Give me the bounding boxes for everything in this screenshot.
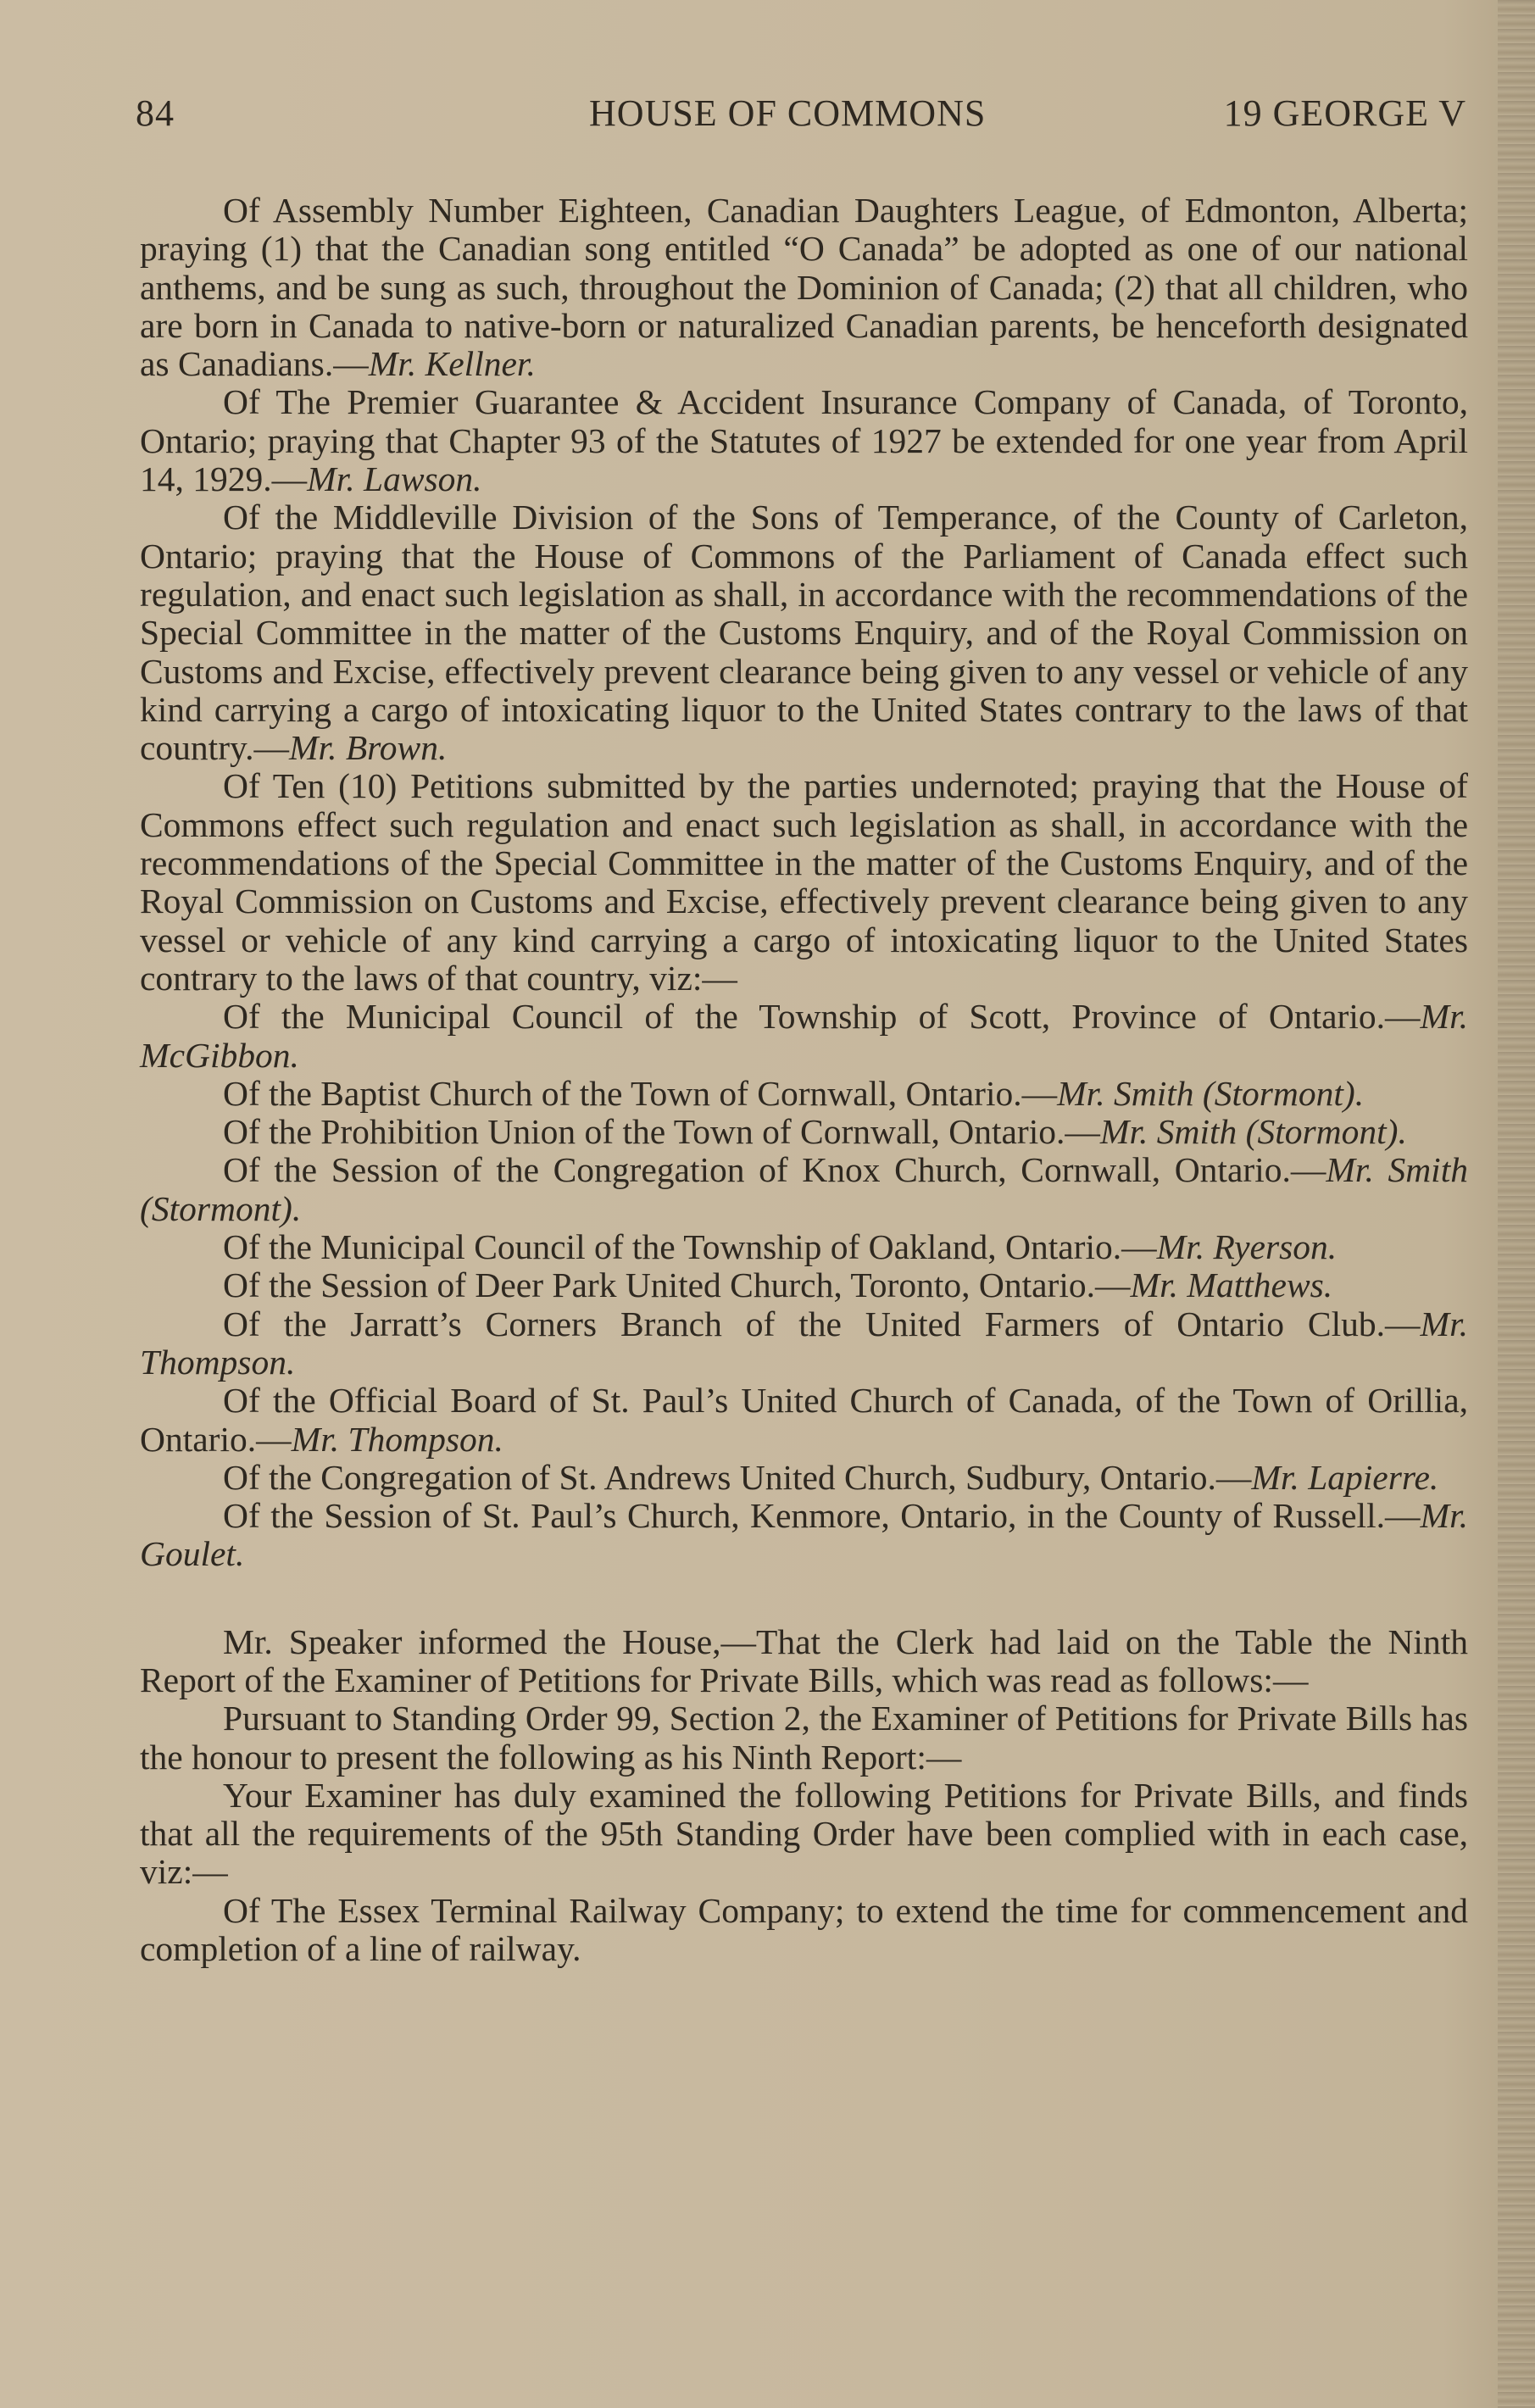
petition-paragraph: Of the Session of Deer Park United Church, Toronto, Ontario.—Mr. Matthews. xyxy=(223,1265,1333,1305)
petition-paragraph: Of the Congregation of St. Andrews United Church, Sudbury, Ontario.—Mr. Lapierre. xyxy=(223,1457,1439,1497)
member-name: Mr. Ryerson. xyxy=(1156,1227,1338,1267)
member-name: Mr. McGibbon. xyxy=(140,997,1468,1075)
petition-paragraph: Of Ten (10) Petitions submitted by the parties undernoted; praying that the House of Commons effect such regulation and enact such legislation as shall, in accordance with the recommendations of the Special Committee in the matter of the Customs Enquiry, and of the Royal Commission on Customs and Excise, effectively prevent clearance being given to any vessel or vehicle of any kind carrying a cargo of intoxicating liquor to the United States contrary to the laws of that country, viz:— xyxy=(140,766,1468,998)
petition-paragraph: Of Assembly Number Eighteen, Canadian Daughters League, of Edmonton, Alberta; praying (1) that the Canadian song entitled “O Canada” be adopted as one of our national anthems, and be sung as such, throughout the Dominion of Canada; (2) that all children, who are born in Canada to native-born or naturalized Canadian parents, be henceforth designated as Canadians.—Mr. Kellner. xyxy=(140,191,1468,384)
petition-paragraph: Of the Session of St. Paul’s Church, Kenmore, Ontario, in the County of Russell.—Mr. Goulet. xyxy=(140,1496,1468,1574)
petition-paragraph: Of the Baptist Church of the Town of Cornwall, Ontario.—Mr. Smith (Stormont). xyxy=(223,1073,1365,1113)
member-name: Mr. Brown. xyxy=(288,728,448,768)
member-name: Mr. Smith (Stormont). xyxy=(1099,1112,1407,1152)
report-paragraph: Your Examiner has duly examined the following Petitions for Private Bills, and finds that all the requirements of the 95th Standing Order have been complied with in each case, viz:— xyxy=(140,1775,1468,1892)
body-text xyxy=(140,192,1468,1968)
petition-paragraph: Of the Jarratt’s Corners Branch of the United Farmers of Ontario Club.—Mr. Thompson. xyxy=(140,1304,1468,1382)
member-name: Mr. Lawson. xyxy=(307,459,482,499)
section-gap xyxy=(140,1574,1468,1623)
petition-paragraph: Of the Middleville Division of the Sons of Temperance, of the County of Carleton, Ontario; praying that the House of Commons of the Parliament of Canada effect such regulation, and enact such legislation as shall, in accordance with the recommendations of the Special Committee in the matter of the Customs Enquiry, and of the Royal Commission on Customs and Excise, effectively prevent clearance being given to any vessel or vehicle of any kind carrying a cargo of intoxicating liquor to the United States contrary to the laws of that country.—Mr. Brown. xyxy=(140,498,1468,768)
report-paragraph: Of The Essex Terminal Railway Company; to extend the time for commencement and completion of a line of railway. xyxy=(140,1890,1468,1969)
running-header xyxy=(136,92,1466,142)
page-edge xyxy=(1498,0,1535,2408)
petition-paragraph: Of the Prohibition Union of the Town of Cornwall, Ontario.—Mr. Smith (Stormont). xyxy=(223,1112,1407,1152)
member-name: Mr. Thompson. xyxy=(291,1419,503,1459)
report-paragraph: Mr. Speaker informed the House,—That the Clerk had laid on the Table the Ninth Report of the Examiner of Petitions for Private Bills, which was read as follows:— xyxy=(140,1621,1468,1699)
petition-paragraph: Of the Municipal Council of the Township of Scott, Province of Ontario.—Mr. McGibbon. xyxy=(140,997,1468,1075)
member-name: Mr. Goulet. xyxy=(140,1496,1468,1574)
running-title: HOUSE OF COMMONS xyxy=(589,92,987,134)
report-paragraph: Pursuant to Standing Order 99, Section 2, the Examiner of Petitions for Private Bills has the honour to present the following as his Ninth Report:— xyxy=(140,1699,1468,1777)
member-name: Mr. Kellner. xyxy=(368,344,536,384)
petition-paragraph: Of The Premier Guarantee & Accident Insurance Company of Canada, of Toronto, Ontario; praying that Chapter 93 of the Statutes of 1927 be extended for one year from April 14, 1929.—Mr. Lawson. xyxy=(140,382,1468,499)
member-name: Mr. Smith (Stormont). xyxy=(1057,1073,1365,1113)
member-name: Mr. Lapierre. xyxy=(1251,1457,1439,1497)
page-number: 84 xyxy=(136,92,175,134)
member-name: Mr. Smith (Stormont). xyxy=(140,1150,1468,1228)
member-name: Mr. Matthews. xyxy=(1130,1265,1333,1305)
session-label: 19 GEORGE V xyxy=(1223,92,1466,134)
member-name: Mr. Thompson. xyxy=(140,1304,1468,1382)
petition-paragraph: Of the Session of the Congregation of Knox Church, Cornwall, Ontario.—Mr. Smith (Stormont). xyxy=(140,1150,1468,1228)
petition-paragraph: Of the Official Board of St. Paul’s United Church of Canada, of the Town of Orillia, Ontario.—Mr. Thompson. xyxy=(140,1381,1468,1459)
petition-paragraph: Of the Municipal Council of the Township of Oakland, Ontario.—Mr. Ryerson. xyxy=(223,1227,1338,1267)
